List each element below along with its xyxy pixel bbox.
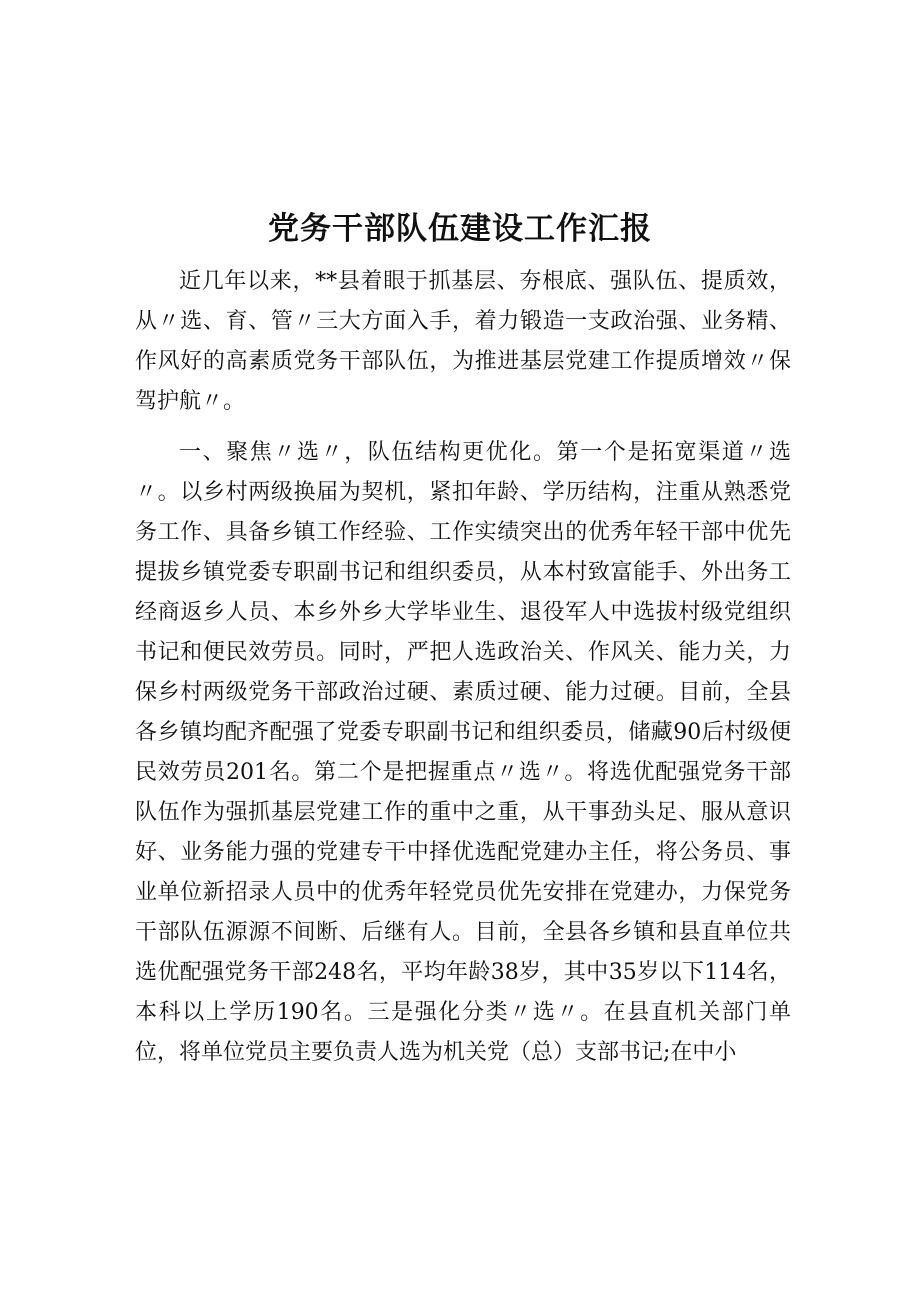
document-body — [135, 262, 791, 1073]
document-title: 党务干部队伍建设工作汇报 — [268, 211, 652, 247]
paragraph-intro: 近几年以来，**县着眼于抓基层、夯根底、强队伍、提质效，从〃选、育、管〃三大方面入手，着力锻造一支政治强、业务精、作风好的高素质党务干部队伍，为推进基层党建工作提质增效〃保驾护航〃。 — [135, 269, 791, 414]
paragraph-section-one: 一、聚焦〃选〃，队伍结构更优化。第一个是拓宽渠道〃选〃。以乡村两级换届为契机，紧扣年龄、学历结构，注重从熟悉党务工作、具备乡镇工作经验、工作实绩突出的优秀年轻干部中优先提拔乡镇党委专职副书记和组织委员，从本村致富能手、外出务工经商返乡人员、本乡外乡大学毕业生、退役军人中选拔村级党组织书记和便民效劳员。同时，严把人选政治关、作风关、能力关，力保乡村两级党务干部政治过硬、素质过硬、能力过硬。目前，全县各乡镇均配齐配强了党委专职副书记和组织委员，储藏90后村级便民效劳员201名。第二个是把握重点〃选〃。将选优配强党务干部队伍作为强抓基层党建工作的重中之重，从干事劲头足、服从意识好、业务能力强的党建专干中择优选配党建办主任，将公务员、事业单位新招录人员中的优秀年轻党员优先安排在党建办，力保党务干部队伍源源不间断、后继有人。目前，全县各乡镇和县直单位共选优配强党务干部248名，平均年龄38岁，其中35岁以下114名，本科以上学历190名。三是强化分类〃选〃。在县直机关部门单位，将单位党员主要负责人选为机关党（总）支部书记;在中小 — [135, 440, 791, 1065]
